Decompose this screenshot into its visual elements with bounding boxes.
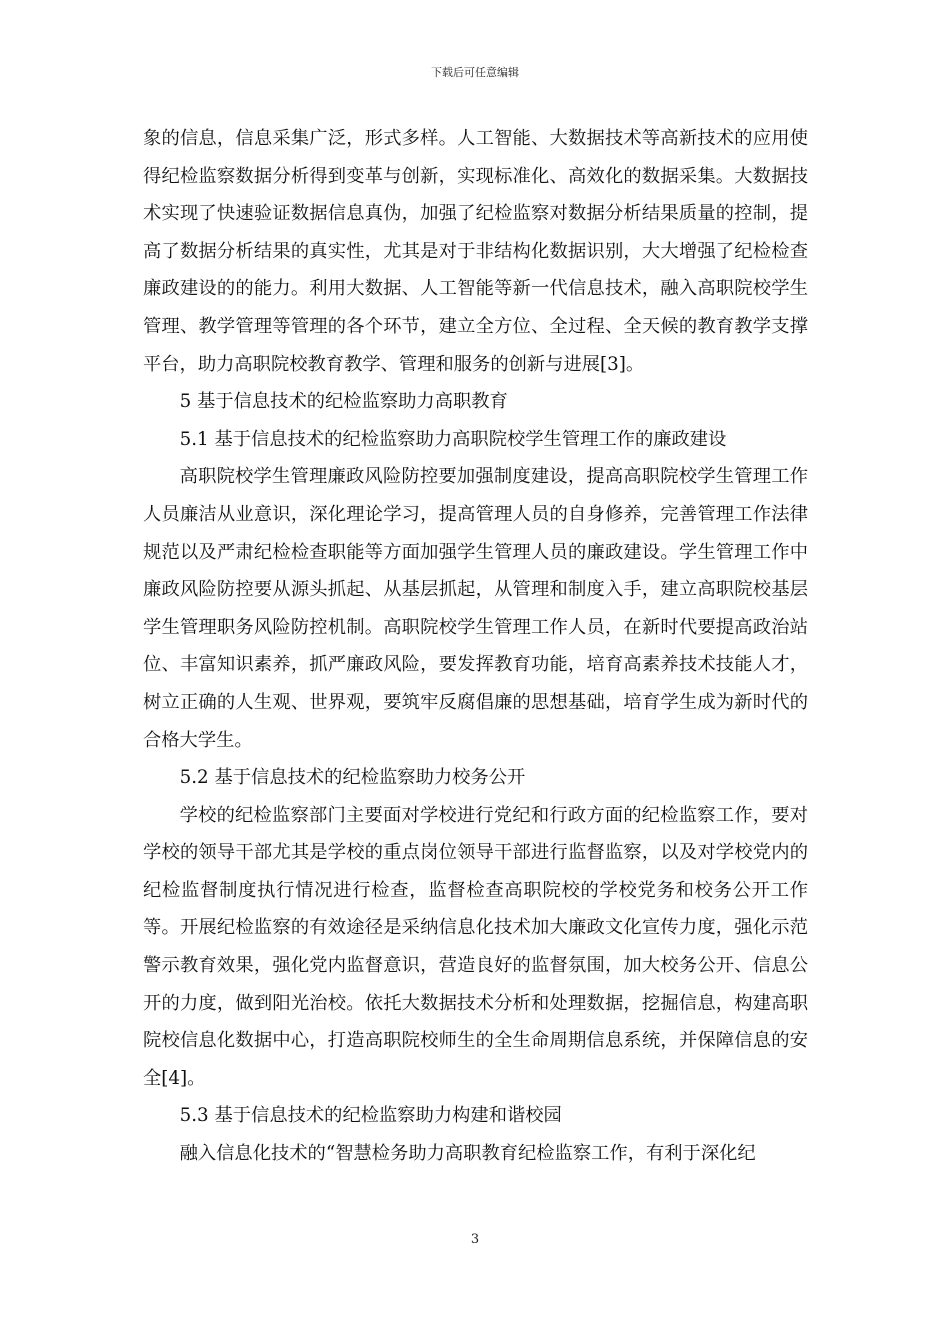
document-body (143, 120, 808, 1173)
paragraph: 融入信息化技术的“智慧检务助力高职教育纪检监察工作，有利于深化纪 (179, 1143, 756, 1165)
section-heading-5-3: 5.3 基于信息技术的纪检监察助力构建和谐校园 (179, 1105, 562, 1127)
page-number: 3 (470, 1232, 480, 1247)
section-heading-5-2: 5.2 基于信息技术的纪检监察助力校务公开 (179, 767, 526, 789)
page-header: 下载后可任意编辑 (431, 66, 519, 79)
section-heading-5-1: 5.1 基于信息技术的纪检监察助力高职院校学生管理工作的廉政建设 (179, 428, 727, 450)
paragraph: 高职院校学生管理廉政风险防控要加强制度建设，提高高职院校学生管理工作人员廉洁从业意识，深化理论学习，提高管理人员的自身修养，完善管理工作法律规范以及严肃纪检检查职能等方面加强学生管理人员的廉政建设。学生管理工作中廉政风险防控要从源头抓起、从基层抓起，从管理和制度入手，建立高职院校基层学生管理职务风险防控机制。高职院校学生管理工作人员，在新时代要提高政治站位、丰富知识素养，抓严廉政风险，要发挥教育功能，培育高素养技术技能人才，树立正确的人生观、世界观，要筑牢反腐倡廉的思想基础，培育学生成为新时代的合格大学生。 (143, 466, 808, 751)
paragraph-continued: 象的信息，信息采集广泛，形式多样。人工智能、大数据技术等高新技术的应用使得纪检监察数据分析得到变革与创新，实现标准化、高效化的数据采集。大数据技术实现了快速验证数据信息真伪，加强了纪检监察对数据分析结果质量的控制，提高了数据分析结果的真实性，尤其是对于非结构化数据识别，大大增强了纪检检查廉政建设的的能力。利用大数据、人工智能等新一代信息技术，融入高职院校学生管理、教学管理等管理的各个环节，建立全方位、全过程、全天候的教育教学支撑平台，助力高职院校教育教学、管理和服务的创新与进展[3]。 (143, 128, 808, 375)
paragraph: 学校的纪检监察部门主要面对学校进行党纪和行政方面的纪检监察工作，要对学校的领导干部尤其是学校的重点岗位领导干部进行监督监察，以及对学校党内的纪检监督制度执行情况进行检查，监督检查高职院校的学校党务和校务公开工作等。开展纪检监察的有效途径是采纳信息化技术加大廉政文化宣传力度，强化示范警示教育效果，强化党内监督意识，营造良好的监督氛围，加大校务公开、信息公开的力度，做到阳光治校。依托大数据技术分析和处理数据，挖掘信息，构建高职院校信息化数据中心，打造高职院校师生的全生命周期信息系统，并保障信息的安全[4]。 (143, 804, 808, 1089)
section-heading-5: 5 基于信息技术的纪检监察助力高职教育 (179, 391, 508, 413)
